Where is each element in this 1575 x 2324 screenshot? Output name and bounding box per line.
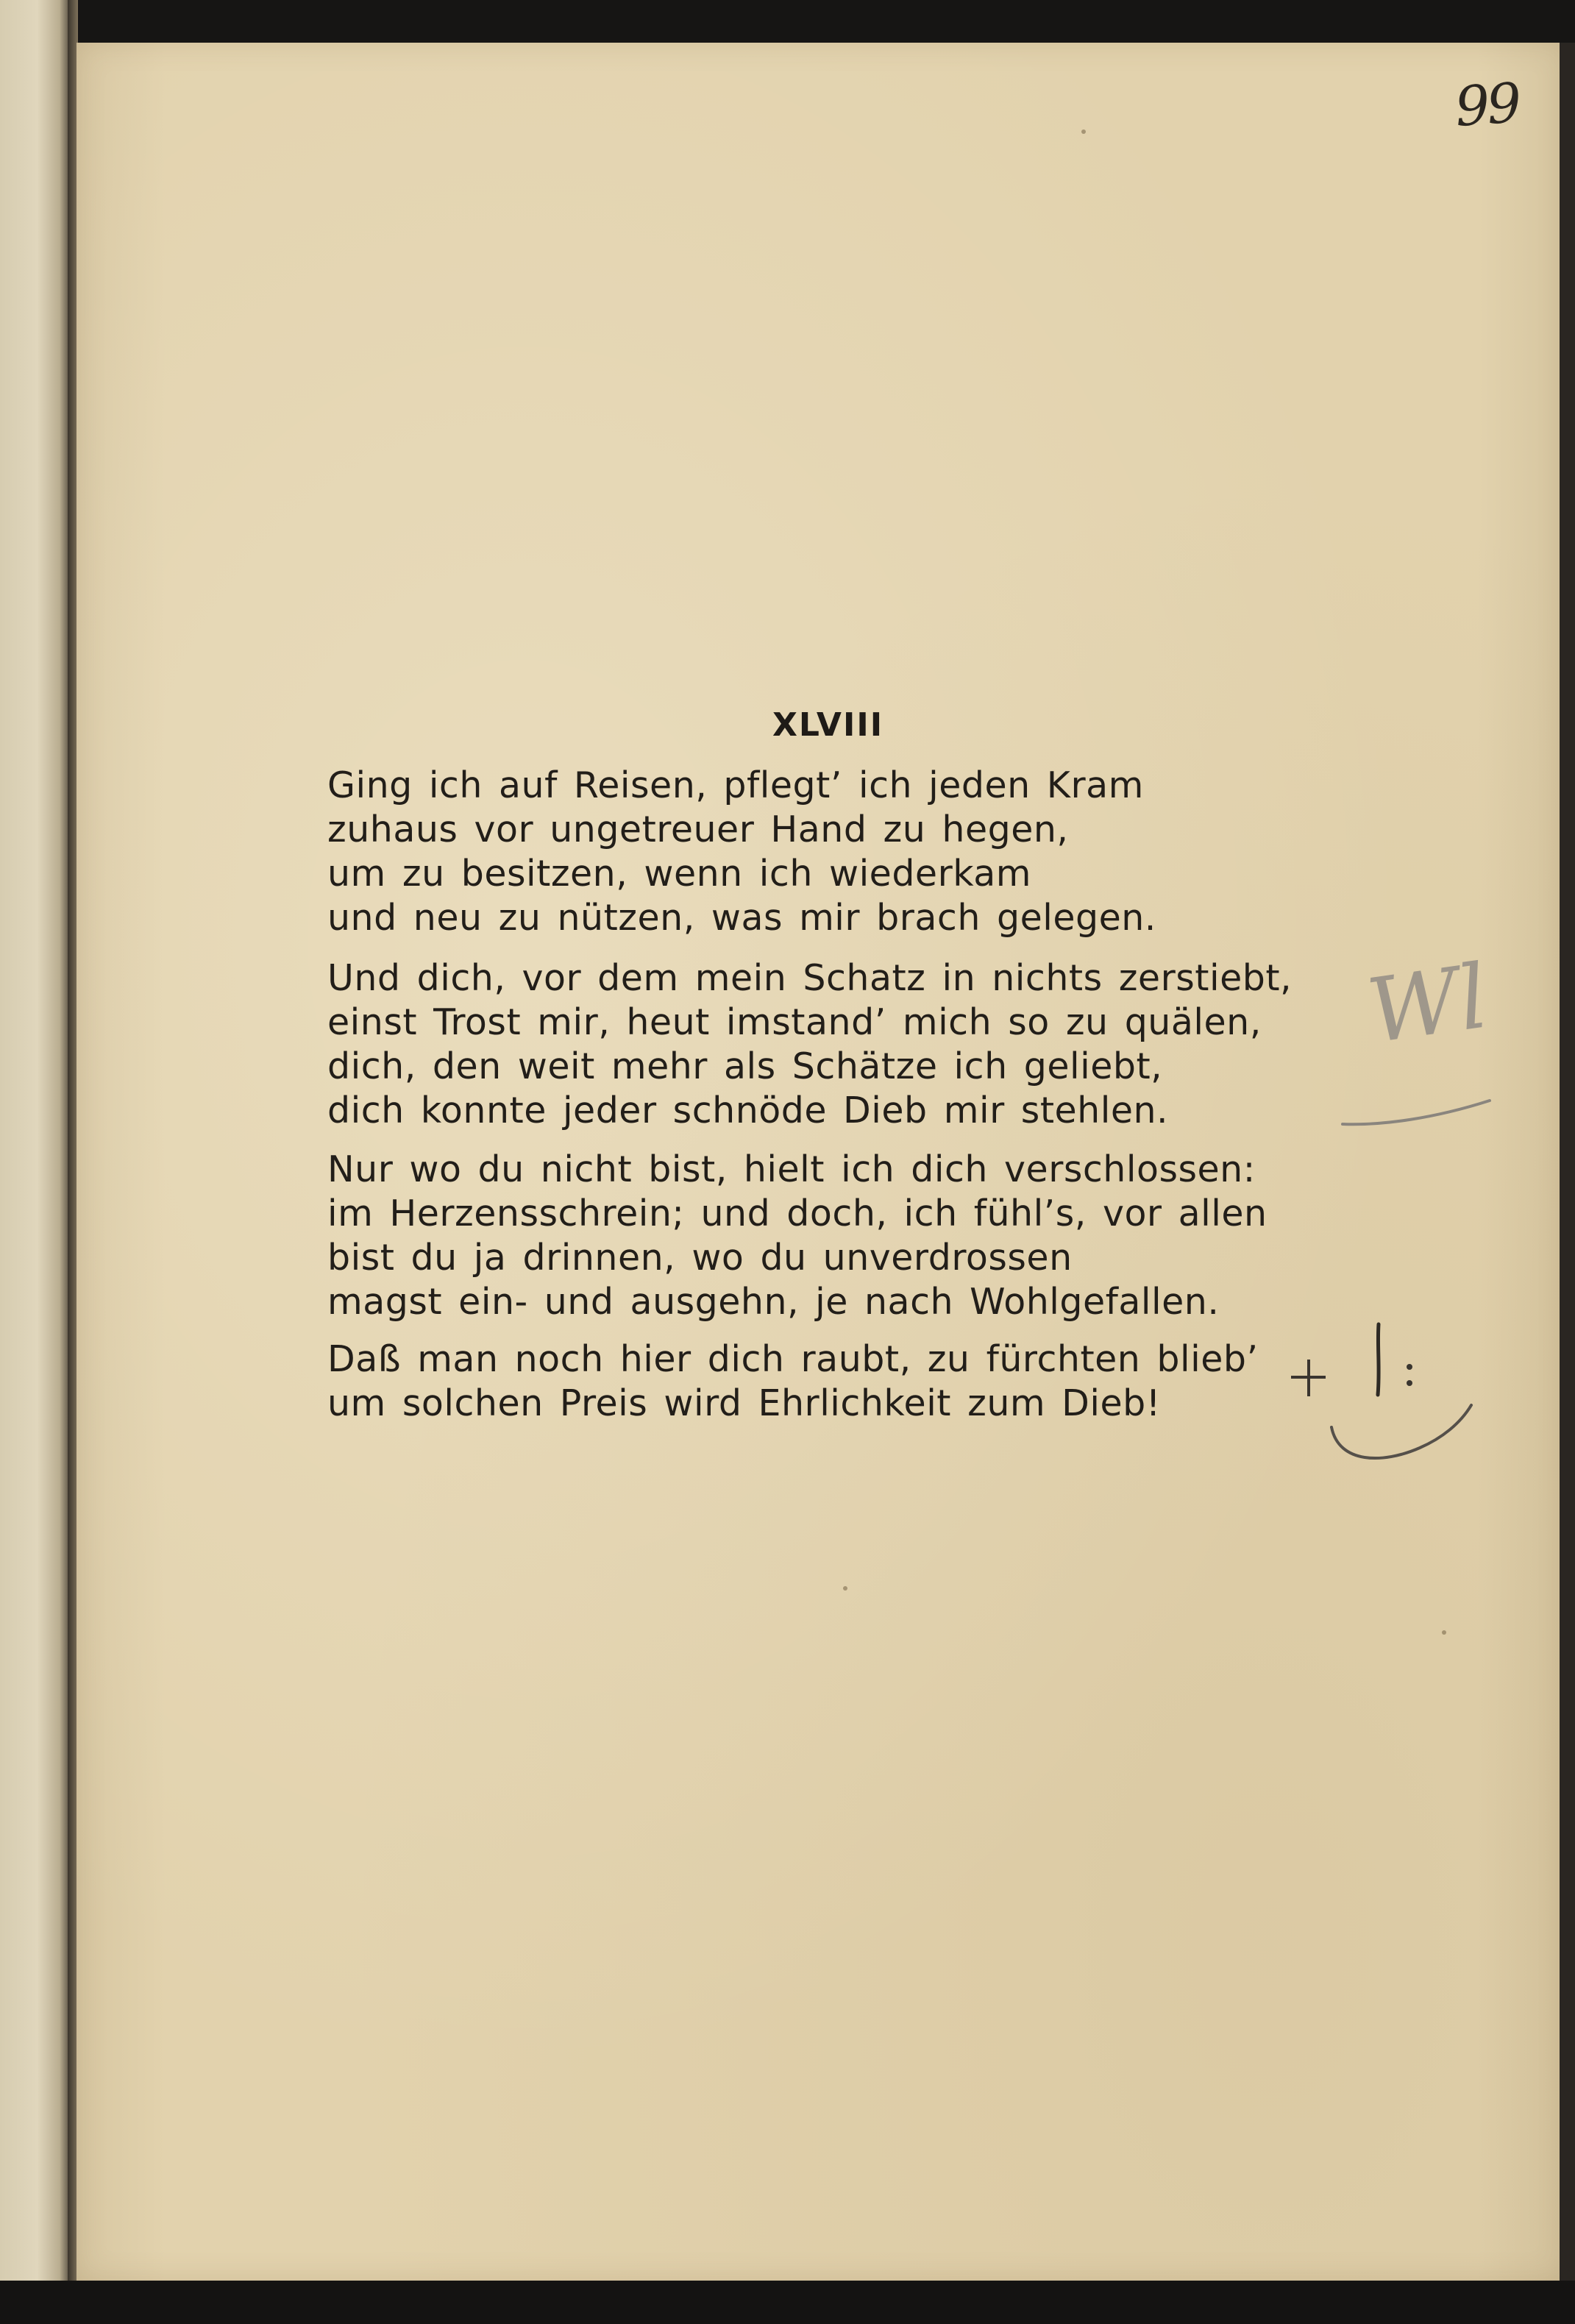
pencil-margin-note: Wl [1362,945,1494,1064]
scan-background-bottom [0,2281,1575,2324]
verse-line: zuhaus vor ungetreuer Hand zu hegen, [327,809,1069,850]
verse-line: um solchen Preis wird Ehrlichkeit zum Dieb! [327,1382,1161,1424]
verse-line: und neu zu nützen, was mir brach gelegen. [327,897,1156,939]
verse-line: im Herzensschrein; und doch, ich fühl’s, vor allen [327,1193,1268,1234]
verse-line: Nur wo du nicht bist, hielt ich dich verschlossen: [327,1148,1256,1190]
stanza-3 [327,1148,1268,1324]
verse-line: Und dich, vor dem mein Schatz in nichts zerstiebt, [327,957,1293,999]
poem-title: XLVIII [772,706,884,744]
stanza-1 [327,764,1156,940]
verse-line: magst ein- und ausgehn, je nach Wohlgefallen. [327,1281,1220,1323]
stanza-4 [327,1337,1259,1426]
page-number: 99 [1453,71,1521,139]
verse-line: einst Trost mir, heut imstand’ mich so zu quälen, [327,1001,1262,1043]
adjacent-page-edge [0,0,68,2324]
verse-line: dich, den weit mehr als Schätze ich geliebt, [327,1045,1163,1087]
verse-line: Daß man noch hier dich raubt, zu fürchten blieb’ [327,1338,1259,1380]
paper-speck [843,1586,847,1591]
scan-background-right [1560,43,1575,2281]
stanza-2 [327,956,1292,1133]
verse-line: bist du ja drinnen, wo du unverdrossen [327,1237,1073,1279]
paper-speck [1081,129,1086,134]
verse-line: dich konnte jeder schnöde Dieb mir stehlen. [327,1090,1169,1131]
verse-line: um zu besitzen, wenn ich wiederkam [327,853,1031,895]
verse-line: Ging ich auf Reisen, pflegt’ ich jeden Kram [327,764,1144,806]
scan-background-top [0,0,1575,47]
paper-speck [1442,1630,1446,1635]
